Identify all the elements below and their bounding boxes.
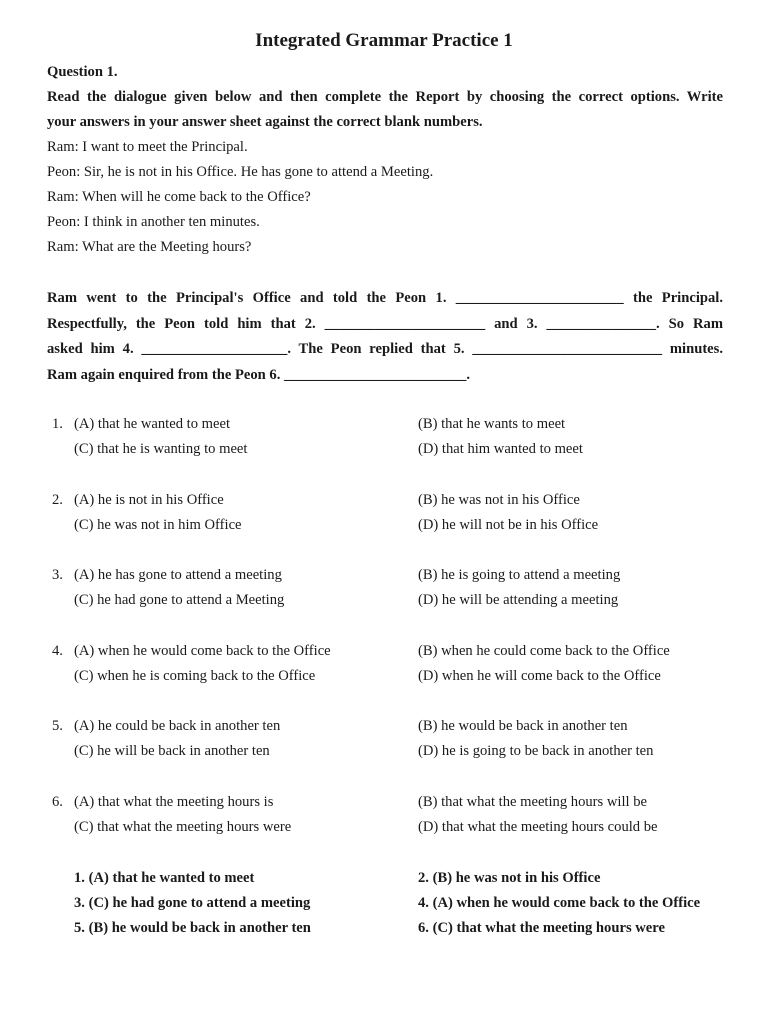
option-number: 3. [52,567,63,583]
option-b: (B) that he wants to meet [418,416,566,432]
question-options-6 [47,790,747,840]
dialogue-line: Ram: What are the Meeting hours? [47,239,252,255]
question-heading: Question 1. [47,64,118,80]
page-title: Integrated Grammar Practice 1 [255,30,513,51]
option-d: (D) he will be attending a meeting [418,592,619,608]
report-line: asked him 4. ____________________. The Peon replied that 5. __________________________ minutes. [47,341,723,357]
option-b: (B) that what the meeting hours will be [418,793,647,810]
question-options-1 [47,412,747,462]
option-b: (B) when he could come back to the Office [418,642,670,659]
answer-key [47,866,747,941]
option-c: (C) he will be back in another ten [74,743,270,759]
dialogue-line: Peon: I think in another ten minutes. [47,214,260,230]
answer-item: 1. (A) that he wanted to meet [74,870,255,886]
option-number: 5. [52,718,63,734]
answer-item: 3. (C) he had gone to attend a meeting [74,895,311,911]
option-c: (C) when he is coming back to the Office [74,667,316,684]
option-c: (C) that what the meeting hours were [74,818,292,835]
option-c: (C) that he is wanting to meet [74,441,248,457]
option-d: (D) when he will come back to the Office [418,667,661,684]
answer-row [47,916,747,941]
answer-item: 2. (B) he was not in his Office [418,870,601,886]
question-options-3 [47,563,747,613]
option-d: (D) that him wanted to meet [418,441,583,457]
question-block [47,60,723,260]
option-a: (A) he is not in his Office [74,491,224,508]
option-number: 2. [52,491,63,508]
option-b: (B) he was not in his Office [418,491,580,508]
answer-row [47,891,747,916]
dialogue-line: Peon: Sir, he is not in his Office. He has gone to attend a Meeting. [47,164,434,180]
answer-item: 4. (A) when he would come back to the Office [418,895,701,911]
options-list [47,412,747,865]
option-a: (A) he has gone to attend a meeting [74,567,282,583]
option-number: 6. [52,793,63,810]
option-number: 1. [52,416,63,432]
report-paragraph [47,286,723,388]
option-d: (D) he will not be in his Office [418,516,599,533]
answer-row [47,866,747,891]
option-d: (D) that what the meeting hours could be [418,818,658,835]
report-line: Respectfully, the Peon told him that 2. ______________________ and 3. _______________. So Ram [47,315,723,332]
question-options-4 [47,639,747,689]
option-a: (A) that he wanted to meet [74,416,231,432]
option-a: (A) he could be back in another ten [74,718,281,734]
option-a: (A) when he would come back to the Office [74,642,331,659]
instruction-line-2: your answers in your answer sheet against the correct blank numbers. [47,114,483,130]
option-b: (B) he would be back in another ten [418,718,628,734]
instruction-line-1: Read the dialogue given below and then complete the Report by choosing the correct options. Write [47,89,723,105]
question-options-5 [47,714,747,764]
option-b: (B) he is going to attend a meeting [418,567,621,583]
option-c: (C) he was not in him Office [74,516,242,533]
option-d: (D) he is going to be back in another ten [418,743,654,759]
option-number: 4. [52,642,63,659]
report-line: Ram went to the Principal's Office and told the Peon 1. _______________________ the Principal. [47,290,723,306]
dialogue-line: Ram: When will he come back to the Office? [47,189,311,205]
question-options-2 [47,488,747,538]
answer-item: 5. (B) he would be back in another ten [74,920,311,936]
dialogue-line: Ram: I want to meet the Principal. [47,139,248,155]
option-c: (C) he had gone to attend a Meeting [74,592,285,608]
report-line: Ram again enquired from the Peon 6. _________________________. [47,366,471,383]
answer-item: 6. (C) that what the meeting hours were [418,920,665,936]
option-a: (A) that what the meeting hours is [74,793,274,810]
